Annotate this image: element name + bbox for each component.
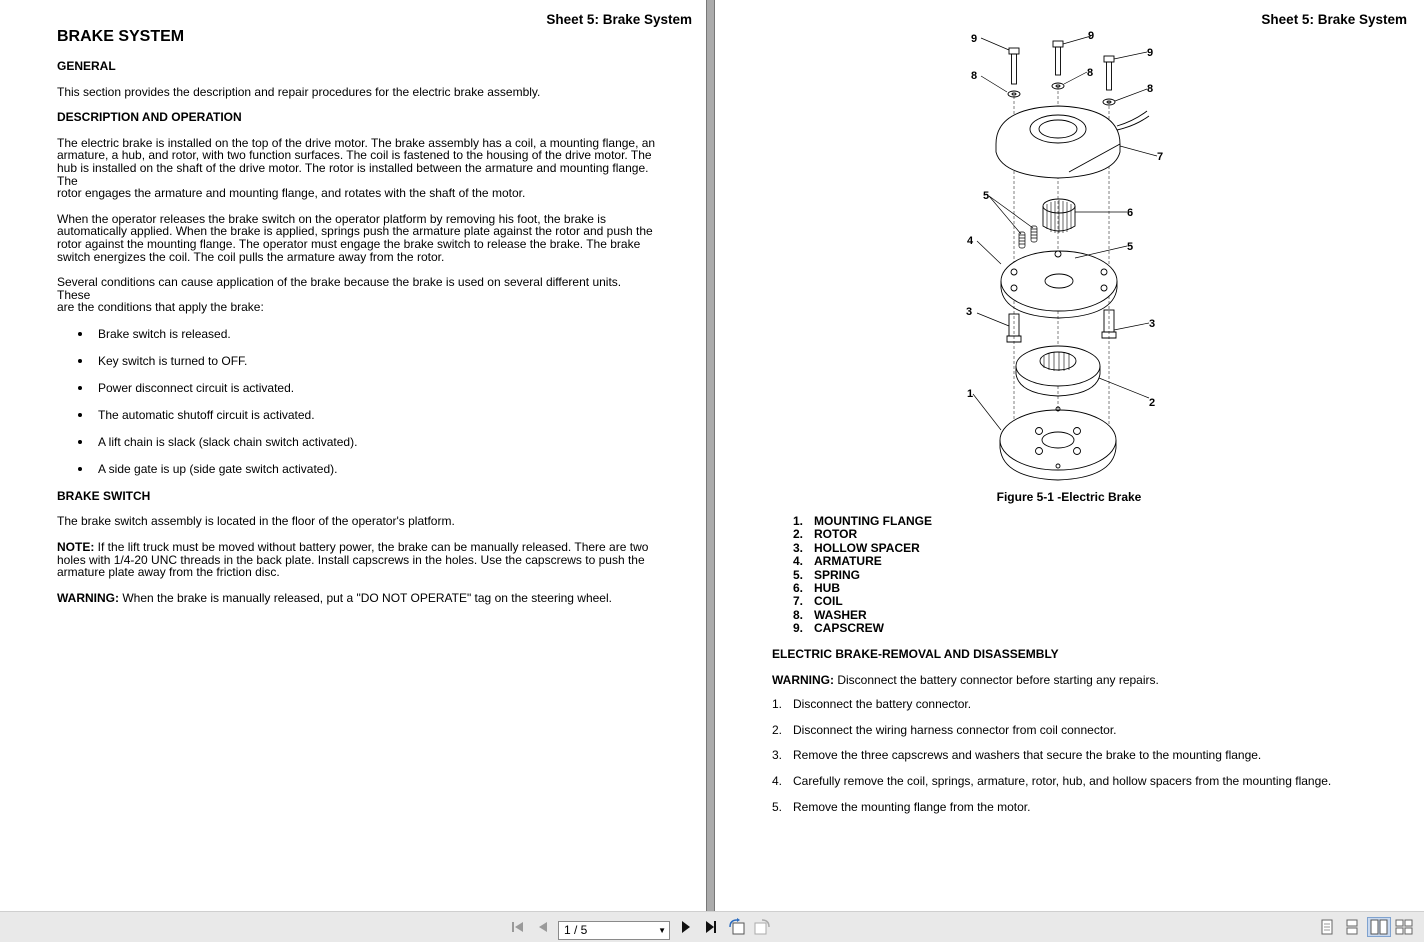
general-heading: GENERAL <box>57 59 116 73</box>
list-item: Key switch is turned to OFF. <box>57 355 657 368</box>
capscrew-icon <box>1009 41 1114 90</box>
list-item: Power disconnect circuit is activated. <box>57 382 657 395</box>
sheet-header: Sheet 5: Brake System <box>1261 12 1407 27</box>
callout-label: 1 <box>967 388 974 400</box>
page-title: BRAKE SYSTEM <box>57 28 185 45</box>
callout-label: 3 <box>1149 318 1156 330</box>
callout-label: 8 <box>1087 67 1094 79</box>
description-paragraph-1: The electric brake is installed on the top of the drive motor. The brake assembly has a coil, a mounting flange, an armature, a hub, and rotor, with two function surfaces. The coil is fastened to the housing of the drive motor. The hub is installed on the shaft of the drive motor. The rotor is installed between the armature and mounting flange. The rotor engages the armature and mounting flange, and rotates with the shaft of the motor. <box>57 135 656 201</box>
callout-label: 9 <box>1147 47 1154 59</box>
callout-label: 5 <box>1127 241 1134 253</box>
last-page-icon[interactable] <box>702 918 720 936</box>
next-page-icon[interactable] <box>677 918 695 936</box>
page-number-input[interactable]: 1 / 5 ▼ <box>558 921 670 940</box>
sheet-header: Sheet 5: Brake System <box>546 12 692 27</box>
note-paragraph: NOTE: If the lift truck must be moved without battery power, the brake can be manually released. There are two holes with 1/4-20 UNC threads in the back plate. Install capscrews in the holes. Use the capscrews to push the armature plate away from the friction disc. <box>57 540 649 580</box>
list-item: 5. Remove the mounting flange from the motor. <box>772 799 1031 814</box>
description-paragraph-2: When the operator releases the brake switch on the operator platform by removing his foot, the brake is automatically applied. When the brake is applied, springs push the armature plate against the rotor and push the rotor against the mounting flange. The operator must engage the brake switch to release the brake. The brake switch energizes the coil. The coil pulls the armature away from the rotor. <box>57 211 653 264</box>
callout-label: 6 <box>1127 207 1134 219</box>
callout-label: 3 <box>966 306 973 318</box>
callout-label: 7 <box>1157 151 1164 163</box>
callout-label: 4 <box>967 235 974 247</box>
hub-icon <box>1043 199 1075 233</box>
list-item: 4. ARMATURE <box>793 554 882 569</box>
callout-label: 2 <box>1149 397 1156 409</box>
list-item: 7. COIL <box>793 594 843 609</box>
brake-conditions-list <box>57 328 657 476</box>
list-item: 5. SPRING <box>793 567 861 582</box>
electric-brake-exploded-diagram <box>966 26 1169 486</box>
callout-label: 9 <box>971 33 978 45</box>
general-paragraph: This section provides the description and repair procedures for the electric brake assembly. <box>57 84 541 99</box>
chevron-down-icon[interactable]: ▼ <box>658 926 666 935</box>
list-item: 6. HUB <box>793 580 840 595</box>
two-page-view-icon[interactable] <box>1367 917 1391 937</box>
list-item: Brake switch is released. <box>57 328 657 341</box>
warning-paragraph: WARNING: When the brake is manually released, put a "DO NOT OPERATE" tag on the steering wheel. <box>57 590 612 605</box>
callout-label: 5 <box>983 190 990 202</box>
list-item: 2. Disconnect the wiring harness connector from coil connector. <box>772 722 1117 737</box>
list-item: 9. CAPSCREW <box>793 621 885 636</box>
list-item: 3. Remove the three capscrews and washers that secure the brake to the mounting flange. <box>772 748 1262 763</box>
rotate-right-icon[interactable] <box>753 918 771 936</box>
callout-label: 8 <box>1147 83 1154 95</box>
brake-switch-heading: BRAKE SWITCH <box>57 488 151 503</box>
list-item: A side gate is up (side gate switch activated). <box>57 463 657 476</box>
list-item: 4. Carefully remove the coil, springs, armature, rotor, hub, and hollow spacers from the mounting flange. <box>772 773 1332 788</box>
document-page-left <box>0 0 707 911</box>
list-item: 8. WASHER <box>793 607 867 622</box>
list-item: 2. ROTOR <box>793 527 858 542</box>
rotate-left-icon[interactable] <box>728 918 746 936</box>
removal-steps-list <box>772 698 1392 813</box>
removal-heading: ELECTRIC BRAKE-REMOVAL AND DISASSEMBLY <box>772 647 1059 661</box>
two-page-continuous-view-icon[interactable] <box>1395 918 1413 936</box>
callout-label: 8 <box>971 70 978 82</box>
viewer-toolbar <box>0 911 1424 942</box>
figure-caption: Figure 5-1 -Electric Brake <box>996 490 1142 504</box>
list-item: The automatic shutoff circuit is activated. <box>57 409 657 422</box>
continuous-view-icon[interactable] <box>1343 918 1361 936</box>
removal-section <box>772 648 1392 826</box>
list-item: 3. HOLLOW SPACER <box>793 540 920 555</box>
single-page-view-icon[interactable] <box>1318 918 1336 936</box>
parts-list <box>793 515 932 636</box>
list-item: A lift chain is slack (slack chain switch activated). <box>57 436 657 449</box>
page-content <box>57 28 657 617</box>
list-item: 1. Disconnect the battery connector. <box>772 697 972 712</box>
description-heading: DESCRIPTION AND OPERATION <box>57 110 242 125</box>
callout-label: 9 <box>1088 30 1095 42</box>
spacer-icon <box>1007 310 1116 342</box>
warning-paragraph: WARNING: Disconnect the battery connector before starting any repairs. <box>772 672 1159 687</box>
document-page-right <box>714 0 1424 911</box>
list-item: 1. MOUNTING FLANGE <box>793 514 932 528</box>
previous-page-icon[interactable] <box>534 918 552 936</box>
description-paragraph-3: Several conditions can cause application of the brake because the brake is used on several different units. These are the conditions that apply the brake: <box>57 275 622 315</box>
brake-switch-paragraph: The brake switch assembly is located in the floor of the operator's platform. <box>57 514 455 529</box>
first-page-icon[interactable] <box>509 918 527 936</box>
